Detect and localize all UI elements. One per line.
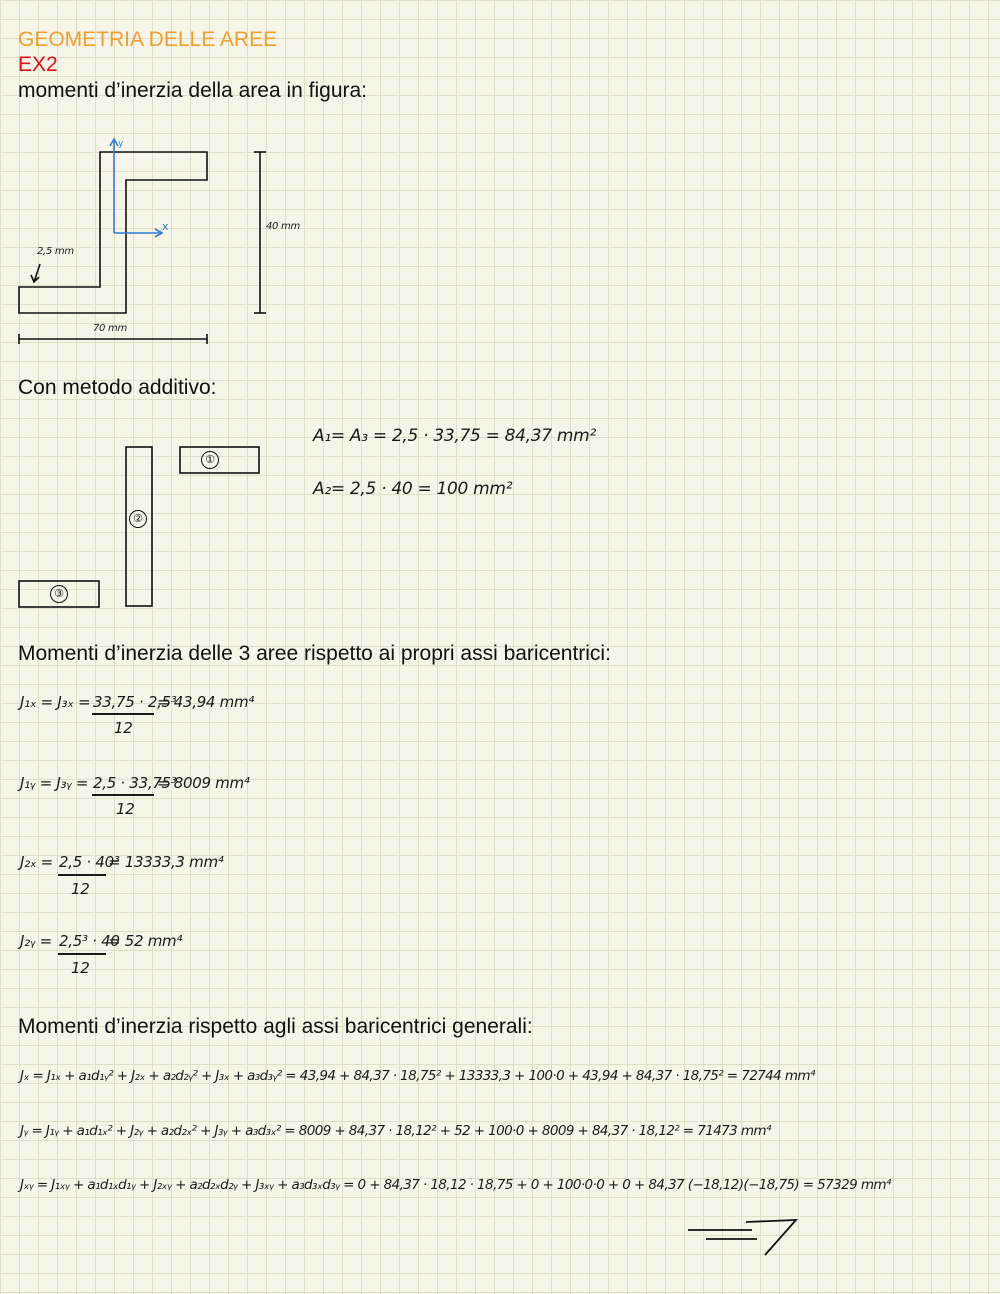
axis-x-label: x (162, 220, 169, 233)
general-moment-jxy: Jₓᵧ = J₁ₓᵧ + a₁d₁ₓd₁ᵧ + J₂ₓᵧ + a₂d₂ₓd₂ᵧ + J₃ₓᵧ + a₃d₃ₓd₃ᵧ = 0 + 84,37 · 18,12 · 18,75 + 0 + 100·0·0 + 0 + 84,37 (−18,12)(−18,75) = 57329 mm⁴ (20, 1177, 891, 1193)
axis-y-label: y (118, 139, 124, 149)
section-general-axes-heading: Momenti d’inerzia rispetto agli assi baricentrici generali: (18, 1015, 533, 1038)
own-moment-4-numerator: 2,5³ · 40 (59, 932, 120, 950)
own-moment-4-lhs: J₂ᵧ = (20, 932, 52, 950)
own-moment-1-denominator: 12 (114, 719, 133, 737)
width-label: 70 mm (93, 323, 127, 334)
own-moment-2-numerator: 2,5 · 33,75³ (93, 774, 177, 792)
own-moment-3-rhs: = 13333,3 mm⁴ (108, 853, 224, 871)
thickness-label: 2,5 mm (37, 246, 74, 257)
own-moment-4-rhs: = 52 mm⁴ (108, 932, 183, 950)
fraction-bar (92, 713, 154, 715)
part-1-label: ① (201, 451, 219, 469)
own-moment-2-lhs: J₁ᵧ = J₃ᵧ = (20, 774, 89, 792)
part-2-label: ② (129, 510, 147, 528)
own-moment-1-lhs: J₁ₓ = J₃ₓ = (20, 693, 91, 711)
own-moment-3-denominator: 12 (71, 880, 90, 898)
height-label: 40 mm (266, 221, 300, 232)
fraction-bar (92, 794, 154, 796)
own-moment-3-lhs: J₂ₓ = (20, 853, 53, 871)
fraction-bar (58, 953, 106, 955)
own-moment-2-denominator: 12 (116, 800, 135, 818)
intro-text: momenti d’inerzia della area in figura: (18, 79, 368, 102)
own-moment-1-numerator: 33,75 · 2,5³ (93, 693, 177, 711)
fraction-bar (58, 874, 106, 876)
section-additive-heading: Con metodo additivo: (18, 376, 217, 399)
own-moment-1-rhs: = 43,94 mm⁴ (157, 693, 254, 711)
own-moment-4-denominator: 12 (71, 959, 90, 977)
own-moment-2-rhs: = 8009 mm⁴ (157, 774, 250, 792)
topic-title: GEOMETRIA DELLE AREE (18, 28, 278, 51)
area-formula-2: A₂= 2,5 · 40 = 100 mm² (313, 479, 513, 499)
general-moment-jx: Jₓ = J₁ₓ + a₁d₁ᵧ² + J₂ₓ + a₂d₂ᵧ² + J₃ₓ + a₃d₃ᵧ² = 43,94 + 84,37 · 18,75² + 13333,3 + 100·0 + 43,94 + 84,37 · 18,75² = 72744 mm⁴ (20, 1068, 815, 1084)
general-moment-jy: Jᵧ = J₁ᵧ + a₁d₁ₓ² + J₂ᵧ + a₂d₂ₓ² + J₃ᵧ + a₃d₃ₓ² = 8009 + 84,37 · 18,12² + 52 + 100·0 + 8009 + 84,37 · 18,12² = 71473 mm⁴ (20, 1123, 771, 1139)
z-section-outline (19, 152, 207, 313)
part-3-label: ③ (50, 585, 68, 603)
area-formula-1: A₁= A₃ = 2,5 · 33,75 = 84,37 mm² (313, 426, 596, 446)
part-1-rect (180, 447, 259, 473)
section-own-axes-heading: Momenti d’inerzia delle 3 aree rispetto ai propri assi baricentrici: (18, 642, 611, 665)
exercise-label: EX2 (18, 53, 58, 76)
own-moment-3-numerator: 2,5 · 40³ (59, 853, 120, 871)
